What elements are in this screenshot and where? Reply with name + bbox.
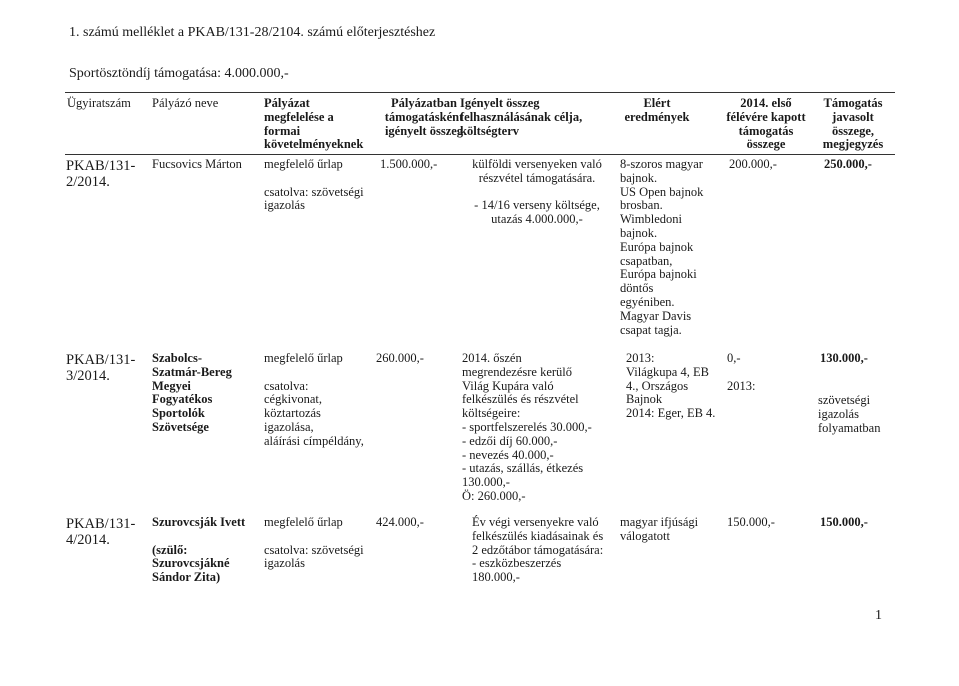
document-subtitle: Sportösztöndíj támogatása: 4.000.000,- [69,66,289,81]
row-elso-felev: 200.000,- [729,157,777,171]
row-javasolt-note: szövetségi igazolás folyamatban [818,393,881,435]
row-formai: megfelelő űrlap csatolva: szövetségi igazolás [264,157,364,213]
row-ugyiratszam: PKAB/131- 4/2014. [66,516,136,548]
header-javasolt: Támogatás javasolt összege, megjegyzés [822,96,884,152]
row-elso-felev: 0,- 2013: [727,351,756,393]
row-igenyelt: 260.000,- [376,351,424,365]
row-javasolt: 250.000,- [824,157,872,171]
row-palyazo: Szabolcs- Szatmár-Bereg Megyei Fogyatékos Sportolók Szövetsége [152,351,232,434]
row-palyazo: Szurovcsják Ivett (szülő: Szurovcsjákné Sándor Zita) [152,515,246,585]
header-ugyiratszam: Ügyiratszám [67,96,131,110]
header-igenyelt: Pályázatban támogatásként igényelt összeg [384,96,464,138]
header-felhasznalas: Igényelt összeg felhasználásának célja, költségterv [460,96,583,138]
row-ugyiratszam: PKAB/131- 3/2014. [66,352,136,384]
table-top-rule [65,92,895,93]
row-igenyelt: 424.000,- [376,515,424,529]
header-formai: Pályázat megfelelése a formai követelményeknek [264,96,364,152]
row-eredmenyek: magyar ifjúsági válogatott [620,515,699,543]
row-felhasznalas: Év végi versenyekre való felkészülés kiadásainak és 2 edzőtábor támogatására: - eszközbeszerzés 180.000,- [472,515,604,585]
row-ugyiratszam: PKAB/131- 2/2014. [66,158,136,190]
row-igenyelt: 1.500.000,- [380,157,438,171]
document-header-line: 1. számú melléklet a PKAB/131-28/2104. számú előterjesztéshez [69,25,436,40]
row-elso-felev: 150.000,- [727,515,775,529]
row-javasolt: 150.000,- [820,515,868,529]
header-palyazo-neve: Pályázó neve [152,96,219,110]
row-felhasznalas: 2014. őszén megrendezésre kerülő Világ Kupára való felkészülés és részvétel költségeire: - sportfelszerelés 30.000,- - edzői díj 60.000,- - nevezés 40.000,- - utazás, szállás, étkezés 130.000,- Ö: 260.000,- [462,351,592,503]
table-header-rule [65,154,895,155]
row-formai: megfelelő űrlap csatolva: szövetségi igazolás [264,515,364,571]
row-eredmenyek: 8-szoros magyar bajnok. US Open bajnok brosban. Wimbledoni bajnok. Európa bajnok csapatban, Európa bajnoki döntős egyéniben. Magyar Davis csapat tagja. [620,157,704,337]
row-formai: megfelelő űrlap csatolva: cégkivonat, köztartozás igazolása, aláírási címpéldány, [264,351,364,448]
row-javasolt: 130.000,- [820,351,868,365]
header-elso-felev: 2014. első félévére kapott támogatás összege [726,96,806,152]
row-felhasznalas: külföldi versenyeken való részvétel támogatására. - 14/16 verseny költsége, utazás 4.000.000,- [472,157,602,227]
header-eredmenyek: Elért eredmények [624,96,690,124]
page-number: 1 [875,608,882,623]
row-eredmenyek: 2013: Világkupa 4, EB 4., Országos Bajnok 2014: Eger, EB 4. [626,351,716,421]
row-palyazo: Fucsovics Márton [152,157,242,171]
